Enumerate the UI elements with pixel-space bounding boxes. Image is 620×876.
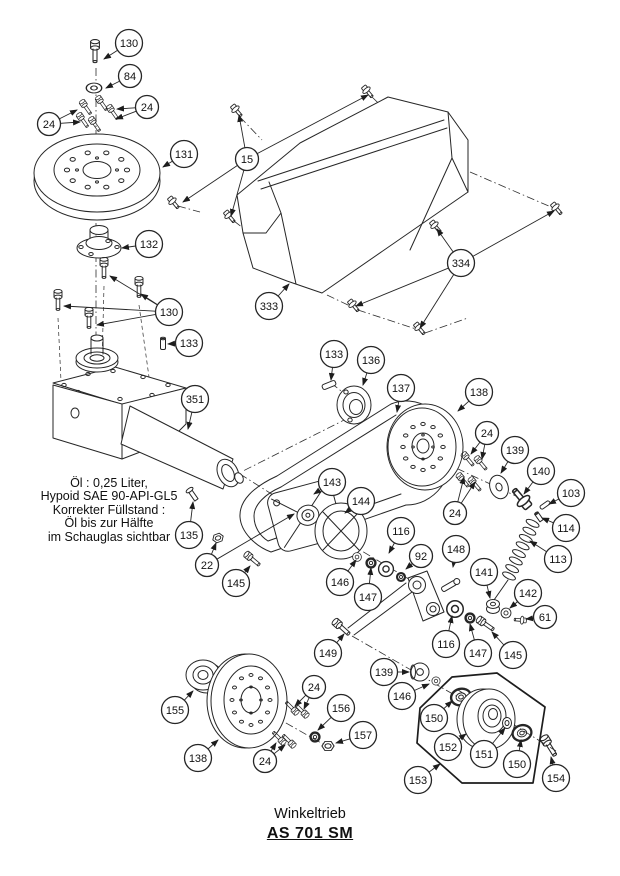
callout-number: 147 [358, 591, 378, 604]
callout-number: 92 [414, 550, 428, 563]
callout-61 [526, 606, 557, 629]
callout-130 [104, 30, 143, 60]
callout-116 [433, 616, 460, 658]
pivot-141 [487, 600, 500, 614]
callout-number: 151 [474, 748, 494, 761]
oil-note-line: Hypoid SAE 90-API-GL5 [40, 489, 178, 504]
callout-number: 147 [468, 647, 488, 660]
bolt-61 [514, 616, 527, 625]
washer-row-upper [353, 553, 405, 581]
callout-number: 144 [351, 495, 371, 508]
callout-24 [444, 477, 476, 525]
callout-number: 24 [307, 681, 321, 694]
callout-113 [530, 541, 572, 573]
bolt-130-top [91, 40, 100, 63]
nut-157 [322, 741, 334, 750]
lockwasher-147 [367, 559, 376, 568]
bushing-139 [486, 473, 511, 502]
lockwasher-92 [397, 573, 405, 581]
callout-number: 150 [507, 758, 527, 771]
callout-146 [327, 560, 357, 596]
callout-152 [435, 734, 467, 761]
bushing-139b [411, 663, 430, 681]
callout-145 [223, 566, 251, 597]
callout-24 [116, 96, 159, 120]
callout-number: 130 [159, 306, 179, 319]
callout-24 [471, 422, 499, 460]
callout-number: 146 [392, 690, 412, 703]
callout-150 [504, 740, 531, 778]
spacer-151 [503, 718, 512, 729]
callout-number: 103 [561, 487, 581, 500]
callout-139 [501, 437, 529, 474]
callout-number: 135 [179, 529, 199, 542]
lockwasher-147b [466, 614, 475, 623]
callout-number: 116 [437, 638, 455, 651]
lockwasher-156 [311, 733, 320, 742]
bolt-145a [243, 550, 262, 567]
callout-number: 334 [451, 257, 471, 270]
callout-number: 113 [549, 553, 567, 566]
callout-154 [543, 757, 570, 792]
diagram-title: Winkeltrieb [274, 806, 346, 822]
callout-333 [256, 284, 290, 320]
oil-note-line: im Schauglas sichtbar [47, 529, 171, 544]
callout-number: 155 [165, 704, 185, 717]
pin-148 [441, 577, 461, 592]
callout-24 [38, 110, 81, 136]
callout-92 [406, 545, 433, 570]
callout-138 [185, 740, 219, 772]
callout-number: 24 [140, 101, 154, 114]
callout-133 [321, 341, 348, 381]
callout-number: 24 [480, 427, 494, 440]
callout-139 [371, 659, 410, 686]
callout-24 [254, 743, 286, 773]
callout-number: 15 [240, 153, 254, 166]
callout-24 [295, 676, 326, 710]
washer-84 [86, 83, 101, 93]
bearing-flange-132 [77, 226, 121, 259]
diagram-model: AS 701 SM [266, 825, 354, 842]
callout-number: 114 [557, 522, 575, 535]
upper-fastener-set [76, 40, 121, 133]
callout-150 [421, 701, 453, 732]
callout-number: 131 [174, 148, 194, 161]
callout-number: 24 [258, 755, 272, 768]
callout-number: 156 [331, 702, 351, 715]
callout-number: 351 [185, 393, 205, 406]
callout-number: 142 [518, 587, 538, 600]
gearbox-351 [53, 335, 245, 490]
callout-number: 139 [505, 444, 525, 457]
callout-153 [405, 764, 441, 794]
callout-157 [336, 722, 377, 749]
callout-149 [315, 634, 345, 667]
callout-131 [163, 141, 198, 168]
callout-number: 146 [330, 576, 350, 589]
gearbox-mount-bolts-130 [54, 257, 143, 328]
key-103 [539, 500, 550, 510]
callout-number: 140 [531, 465, 551, 478]
oil-note-line: Korrekter Füllstand : [52, 502, 166, 517]
callout-132 [122, 231, 163, 258]
hub-flange-136 [337, 386, 371, 424]
callout-number: 150 [424, 712, 444, 725]
callout-number: 141 [474, 566, 494, 579]
callout-number: 132 [139, 238, 159, 251]
washer-116 [379, 562, 394, 577]
callout-156 [318, 695, 355, 731]
callout-number: 22 [200, 559, 214, 572]
callout-number: 148 [446, 543, 466, 556]
callout-140 [524, 458, 555, 495]
bolt-145b [475, 615, 496, 633]
washer-116b [447, 601, 464, 618]
callout-number: 157 [353, 729, 373, 742]
callout-138 [458, 379, 493, 412]
callout-145 [492, 632, 527, 669]
oil-note-line: Öl : 0,25 Liter, [70, 476, 148, 490]
callout-number: 143 [322, 476, 342, 489]
callout-148 [443, 536, 470, 568]
pulley-138-lower [207, 654, 287, 748]
washer-142 [501, 608, 511, 618]
callout-133 [168, 330, 203, 357]
pulley-138-upper [387, 404, 463, 490]
callout-147 [355, 568, 382, 611]
callout-number: 138 [469, 386, 489, 399]
washer-146 [353, 553, 362, 562]
callout-number: 333 [259, 300, 279, 313]
callout-130 [64, 276, 183, 326]
callout-number: 136 [361, 354, 381, 367]
callout-number: 133 [324, 348, 344, 361]
bolt-154 [539, 734, 559, 758]
callout-number: 153 [408, 774, 428, 787]
callout-number: 61 [538, 611, 552, 624]
callout-number: 24 [448, 507, 462, 520]
callout-number: 154 [546, 772, 566, 785]
bolt-140 [508, 485, 534, 512]
belt-cover-333 [237, 97, 471, 293]
callout-number: 24 [42, 118, 56, 131]
callout-number: 116 [392, 525, 410, 538]
callout-103 [549, 480, 585, 507]
callout-136 [358, 347, 385, 386]
pin-133-left [161, 337, 166, 349]
callout-142 [510, 580, 542, 609]
callout-137 [388, 375, 415, 413]
oil-note [16, 477, 202, 544]
callout-number: 139 [374, 666, 394, 679]
oil-note-line: Öl bis zur Hälfte [64, 516, 154, 531]
title-block [205, 806, 415, 843]
callout-number: 149 [318, 647, 338, 660]
pin-114 [534, 511, 543, 521]
washer-146b [432, 677, 440, 685]
callout-number: 137 [391, 382, 411, 395]
callout-number: 145 [503, 649, 523, 662]
callout-116 [388, 518, 415, 554]
callout-147 [465, 624, 492, 667]
callout-114 [542, 515, 580, 542]
callout-number: 84 [123, 70, 137, 83]
callout-number: 145 [226, 577, 246, 590]
callout-155 [162, 691, 194, 724]
key-133-right [322, 380, 337, 390]
drive-wheel-131 [34, 134, 160, 220]
nut-22 [211, 532, 224, 543]
callout-141 [471, 559, 498, 599]
callout-number: 138 [188, 752, 208, 765]
callout-number: 152 [438, 741, 458, 754]
callout-number: 133 [179, 337, 199, 350]
callout-number: 130 [119, 37, 139, 50]
callout-84 [106, 65, 142, 89]
